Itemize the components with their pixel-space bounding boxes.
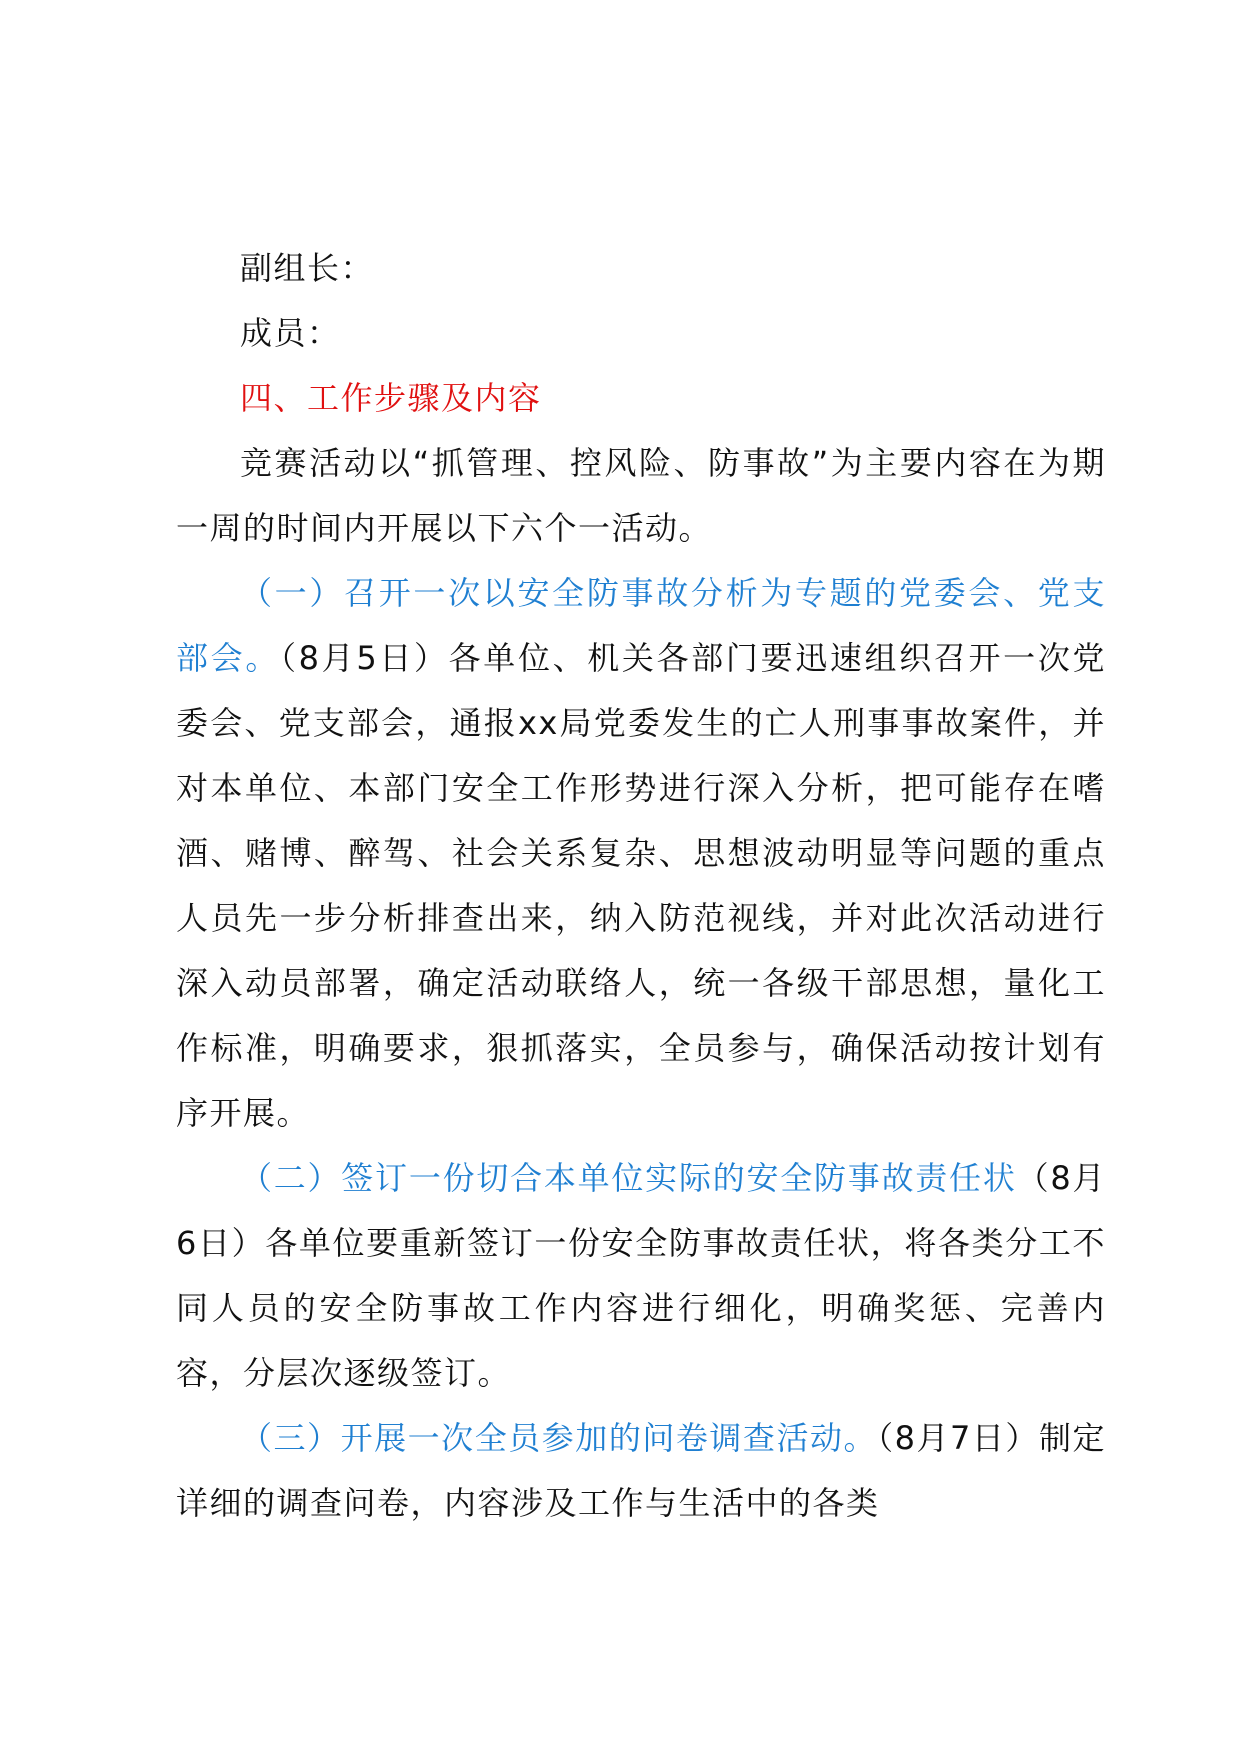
document-page <box>176 236 1106 1536</box>
item-3-body: （8月7日）制定详细的调查问卷，内容涉及工作与生活中的各类 <box>176 1419 1106 1522</box>
item-2-title: （二）签订一份切合本单位实际的安全防事故责任状 <box>240 1159 1017 1197</box>
item-2-body: （8月6日）各单位要重新签订一份安全防事故责任状，将各类分工不同人员的安全防事故工作内容进行细化，明确奖惩、完善内容，分层次逐级签订。 <box>176 1159 1106 1392</box>
deputy-leader-line: 副组长： <box>240 249 375 287</box>
item-3-paragraph <box>176 1406 1106 1536</box>
item-1-paragraph <box>176 561 1106 1146</box>
item-1-body: （8月5日）各单位、机关各部门要迅速组织召开一次党委会、党支部会，通报xx局党委发生的亡人刑事事故案件，并对本单位、本部门安全工作形势进行深入分析，把可能存在嗜酒、赌博、醉驾、社会关系复杂、思想波动明显等问题的重点人员先一步分析排查出来，纳入防范视线，并对此次活动进行深入动员部署，确定活动联络人，统一各级干部思想，量化工作标准，明确要求，狠抓落实，全员参与，确保活动按计划有序开展。 <box>176 639 1106 1132</box>
item-2-paragraph <box>176 1146 1106 1406</box>
intro-paragraph: 竞赛活动以“抓管理、控风险、防事故”为主要内容在为期一周的时间内开展以下六个一活动。 <box>176 444 1106 547</box>
members-line: 成员： <box>240 314 341 352</box>
item-3-title: （三）开展一次全员参加的问卷调查活动。 <box>240 1419 878 1457</box>
section-heading: 四、工作步骤及内容 <box>240 379 542 417</box>
item-1-title: （一）召开一次以安全防事故分析为专题的党委会、党支部会。 <box>176 574 1106 677</box>
